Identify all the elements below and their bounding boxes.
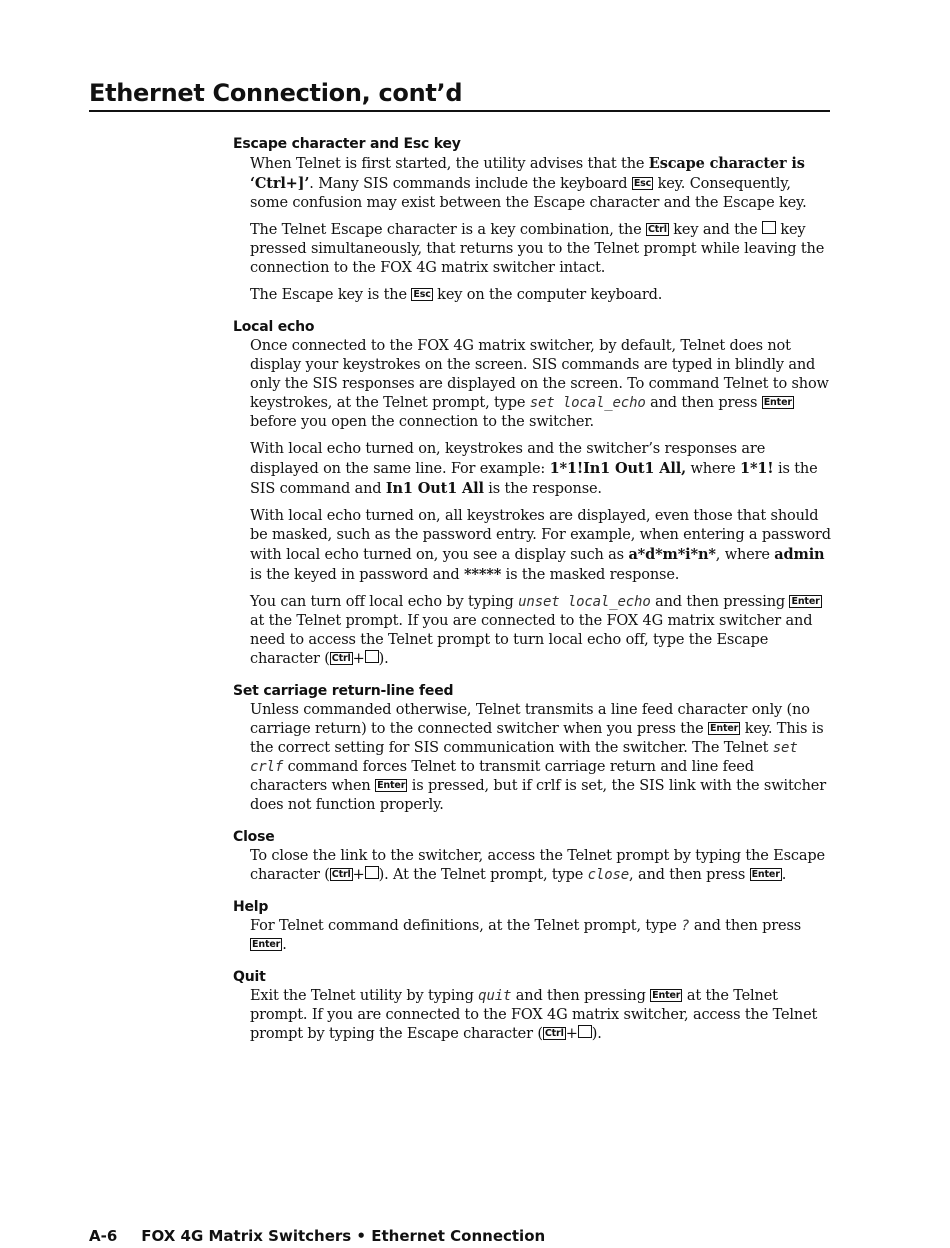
text: key. Consequently, some confusion may exist between the Escape character and the Escape key. bbox=[250, 176, 807, 211]
text: + bbox=[352, 651, 365, 667]
ctrl-key-icon: Ctrl bbox=[331, 653, 351, 664]
section-quit bbox=[233, 968, 833, 1044]
ctrl-key-icon: Ctrl bbox=[647, 224, 667, 235]
text: With local echo turned on, all keystrokes are displayed, even those that should be masked, such as the password entry. For example, when entering a password with local echo turned on, you see a display such as bbox=[250, 508, 831, 563]
paragraph bbox=[250, 701, 833, 815]
page-title: Ethernet Connection, cont’d bbox=[89, 78, 830, 112]
main-content bbox=[233, 135, 833, 1057]
paragraph bbox=[250, 286, 833, 305]
text: key pressed simultaneously, that returns you to the Telnet prompt while leaving the connection to the FOX 4G matrix switcher intact. bbox=[250, 222, 825, 276]
text: . Many SIS commands include the keyboard bbox=[309, 176, 632, 192]
enter-key-icon: Enter bbox=[791, 596, 820, 607]
section-heading: Local echo bbox=[233, 319, 315, 335]
code-text: set crlf bbox=[250, 740, 798, 775]
footer-title: FOX 4G Matrix Switchers • Ethernet Connection bbox=[141, 1227, 546, 1245]
text: key on the computer keyboard. bbox=[432, 287, 663, 303]
section-heading: Escape character and Esc key bbox=[233, 136, 461, 152]
code-text: unset local_echo bbox=[518, 594, 651, 610]
text: is the keyed in password and bbox=[250, 567, 464, 583]
enter-key-icon: Enter bbox=[710, 723, 739, 734]
ctrl-key-icon: Ctrl bbox=[544, 1028, 564, 1039]
code-text: ? bbox=[681, 918, 690, 934]
enter-key-icon: Enter bbox=[763, 397, 792, 408]
page-number: A-6 bbox=[89, 1227, 118, 1245]
text-bold: 1*1!In1 Out1 All, bbox=[549, 460, 686, 477]
text: You can turn off local echo by typing bbox=[250, 594, 519, 610]
text: and then press bbox=[689, 918, 802, 934]
text: is the masked response. bbox=[501, 567, 680, 583]
text: . bbox=[282, 937, 287, 953]
enter-key-icon: Enter bbox=[652, 990, 681, 1001]
text-bold: ***** bbox=[463, 566, 502, 583]
text: key and the bbox=[668, 222, 762, 238]
text: is the SIS command and bbox=[250, 461, 818, 497]
enter-key-icon: Enter bbox=[751, 869, 780, 880]
page-footer bbox=[89, 1226, 545, 1246]
text-bold: a*d*m*i*n* bbox=[628, 546, 716, 563]
paragraph bbox=[250, 593, 833, 669]
section-heading: Quit bbox=[233, 969, 266, 985]
section-local-echo bbox=[233, 318, 833, 669]
text-bold: Escape character is ‘Ctrl+]’ bbox=[250, 155, 805, 192]
text: For Telnet command definitions, at the Telnet prompt, type bbox=[250, 918, 682, 934]
ctrl-key-icon: Ctrl bbox=[331, 869, 351, 880]
paragraph bbox=[250, 440, 833, 499]
code-text: set local_echo bbox=[529, 395, 646, 411]
paragraph bbox=[250, 987, 833, 1044]
section-heading: Help bbox=[233, 899, 269, 915]
enter-key-icon: Enter bbox=[252, 939, 281, 950]
text: Unless commanded otherwise, Telnet transmits a line feed character only (no carriage return) to the connected switcher when you press the bbox=[250, 702, 810, 737]
paragraph bbox=[250, 221, 833, 278]
section-heading: Close bbox=[233, 829, 275, 845]
text: , where bbox=[715, 547, 775, 563]
text-bold: In1 Out1 All bbox=[385, 480, 484, 497]
text: To close the link to the switcher, access the Telnet prompt by typing the Escape character ( bbox=[250, 848, 825, 883]
text: command forces Telnet to transmit carriage return and line feed characters when bbox=[250, 759, 754, 794]
section-help bbox=[233, 898, 833, 955]
text: The Telnet Escape character is a key combination, the bbox=[250, 222, 646, 238]
text: When Telnet is first started, the utility advises that the bbox=[250, 156, 649, 172]
text: before you open the connection to the switcher. bbox=[250, 414, 594, 430]
bracket-key-icon bbox=[578, 1025, 592, 1038]
text: , and then press bbox=[629, 867, 750, 883]
text: is pressed, but if crlf is set, the SIS link with the switcher does not function properly. bbox=[250, 778, 826, 813]
section-escape-character bbox=[233, 135, 833, 305]
text: With local echo turned on, keystrokes and the switcher’s responses are displayed on the same line. For example: bbox=[250, 441, 766, 477]
esc-key-icon: Esc bbox=[633, 178, 652, 189]
text-bold: 1*1! bbox=[740, 460, 774, 477]
text: and then press bbox=[645, 395, 762, 411]
text: ). At the Telnet prompt, type bbox=[378, 867, 588, 883]
text: is the response. bbox=[483, 481, 602, 497]
paragraph bbox=[250, 917, 833, 955]
text-bold: admin bbox=[774, 546, 825, 563]
enter-key-icon: Enter bbox=[377, 780, 406, 791]
text: + bbox=[352, 867, 365, 883]
text: ). bbox=[591, 1026, 602, 1042]
text: . bbox=[781, 867, 787, 883]
esc-key-icon: Esc bbox=[413, 289, 431, 300]
text: key. This is the correct setting for SIS communication with the switcher. The Telnet bbox=[250, 721, 824, 756]
text: where bbox=[685, 461, 740, 477]
text: at the Telnet prompt. If you are connected to the FOX 4G matrix switcher and need to access the Telnet prompt to turn local echo off, type the Escape character ( bbox=[250, 613, 813, 667]
text: ). bbox=[378, 651, 389, 667]
paragraph bbox=[250, 154, 833, 213]
text: at the Telnet prompt. If you are connected to the FOX 4G matrix switcher, access the Telnet prompt by typing the Escape character ( bbox=[250, 988, 818, 1042]
code-text: quit bbox=[478, 988, 512, 1004]
section-close bbox=[233, 828, 833, 885]
paragraph bbox=[250, 337, 833, 432]
text: Once connected to the FOX 4G matrix switcher, by default, Telnet does not display your keystrokes on the screen. SIS commands are typed in blindly and only the SIS responses are displayed on the screen. To command Telnet to show keystrokes, at the Telnet prompt, type bbox=[250, 338, 829, 411]
text: and then pressing bbox=[650, 594, 790, 610]
bracket-key-icon bbox=[365, 866, 379, 879]
section-crlf bbox=[233, 682, 833, 815]
paragraph bbox=[250, 507, 833, 585]
text: and then pressing bbox=[511, 988, 651, 1004]
paragraph bbox=[250, 847, 833, 885]
text: + bbox=[565, 1026, 578, 1042]
section-heading: Set carriage return-line feed bbox=[233, 683, 454, 699]
bracket-key-icon bbox=[762, 221, 776, 234]
text: The Escape key is the bbox=[250, 287, 412, 303]
text: Exit the Telnet utility by typing bbox=[250, 988, 479, 1004]
bracket-key-icon bbox=[365, 650, 379, 663]
code-text: close bbox=[587, 867, 630, 883]
